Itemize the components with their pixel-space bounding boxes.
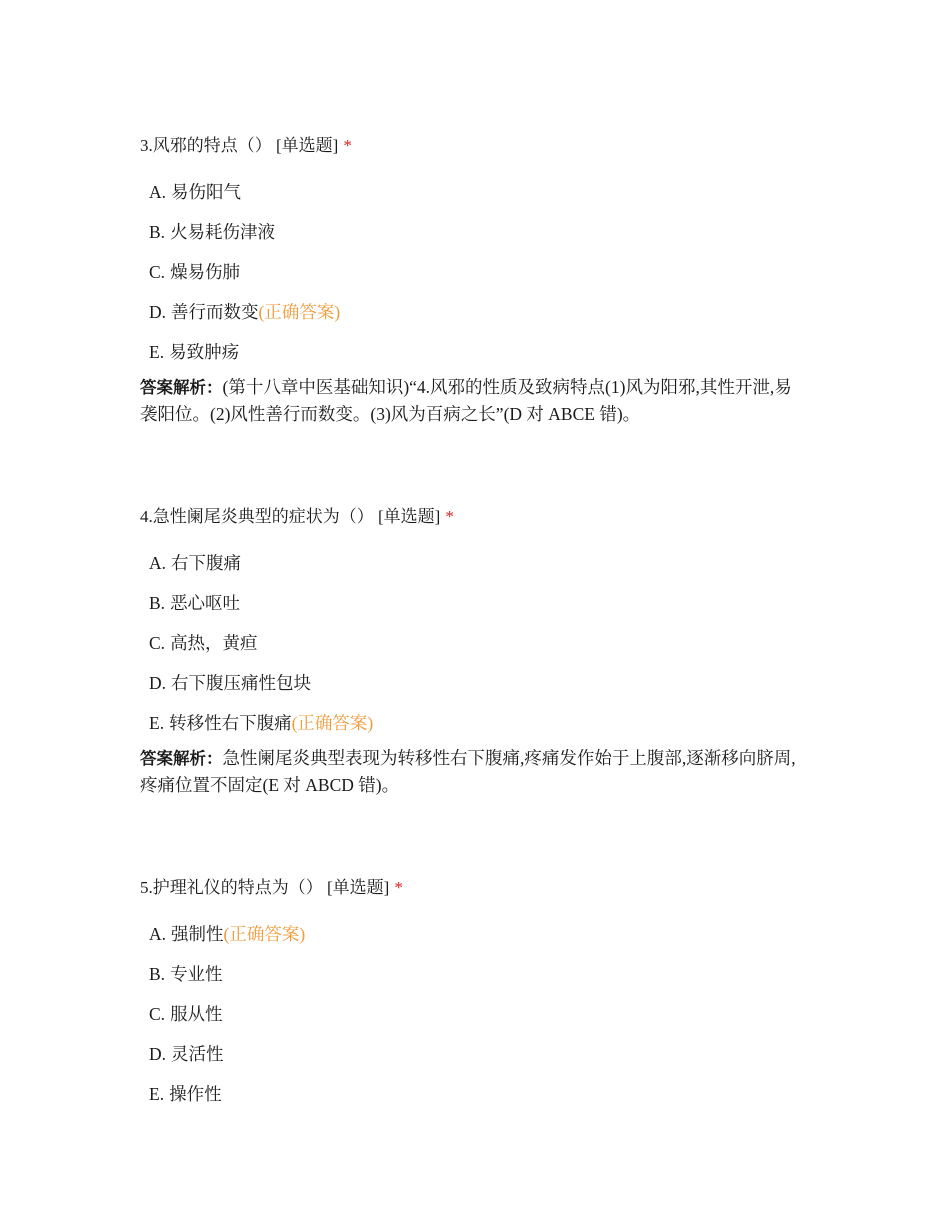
option-text: 易致肿疡 [169,342,240,362]
option-letter: B. [149,964,166,984]
option-letter: D. [149,302,167,322]
option-letter: C. [149,262,166,282]
option-letter: C. [149,633,166,653]
question-type-tag: [单选题] [327,878,390,897]
answer-analysis [140,745,805,798]
option-text: 操作性 [169,1084,222,1104]
option-d [149,1042,810,1066]
option-c [149,260,810,284]
option-letter: B. [149,593,166,613]
option-text: 善行而数变 [171,302,259,322]
option-letter: E. [149,713,165,733]
option-letter: D. [149,1044,167,1064]
option-e [149,1082,810,1106]
option-letter: B. [149,222,166,242]
option-a [149,180,810,204]
option-letter: E. [149,1084,165,1104]
option-b [149,962,810,986]
question-type-tag: [单选题] [276,136,339,155]
required-mark: * [394,878,403,897]
analysis-label: 答案解析： [140,749,223,768]
option-list [140,180,810,364]
question-text: 3.风邪的特点（） [140,136,272,155]
correct-answer-tag: (正确答案) [223,924,306,944]
option-text: 易伤阳气 [171,182,242,202]
option-list [140,922,810,1106]
analysis-label: 答案解析： [140,378,223,397]
option-a [149,551,810,575]
question-title [140,134,810,158]
option-e [149,711,810,735]
option-a [149,922,810,946]
correct-answer-tag: (正确答案) [258,302,341,322]
option-c [149,1002,810,1026]
option-letter: D. [149,673,167,693]
option-text: 强制性 [171,924,224,944]
option-letter: A. [149,924,167,944]
option-letter: E. [149,342,165,362]
option-text: 灵活性 [171,1044,224,1064]
option-text: 火易耗伤津液 [170,222,276,242]
option-b [149,591,810,615]
option-letter: C. [149,1004,166,1024]
option-text: 右下腹痛 [171,553,242,573]
option-list [140,551,810,735]
question-text: 5.护理礼仪的特点为（） [140,878,323,897]
required-mark: * [445,507,454,526]
option-letter: A. [149,182,167,202]
option-text: 转移性右下腹痛 [169,713,292,733]
option-b [149,220,810,244]
analysis-text: (第十八章中医基础知识)“4.风邪的性质及致病特点(1)风为阳邪,其性开泄,易袭阳位。(2)风性善行而数变。(3)风为百病之长”(D 对 ABCE 错)。 [140,377,792,424]
question-4 [140,505,810,798]
option-text: 恶心呕吐 [170,593,241,613]
required-mark: * [343,136,352,155]
question-type-tag: [单选题] [378,507,441,526]
option-text: 右下腹压痛性包块 [171,673,312,693]
question-title [140,505,810,529]
analysis-text: 急性阑尾炎典型表现为转移性右下腹痛,疼痛发作始于上腹部,逐渐移向脐周,疼痛位置不固定(E 对 ABCD 错)。 [140,748,796,795]
question-title [140,876,810,900]
option-text: 燥易伤肺 [170,262,241,282]
option-text: 高热，黄疸 [170,633,258,653]
question-text: 4.急性阑尾炎典型的症状为（） [140,507,374,526]
option-e [149,340,810,364]
question-3 [140,134,810,427]
question-5 [140,876,810,1122]
option-letter: A. [149,553,167,573]
option-text: 服从性 [170,1004,223,1024]
option-d [149,671,810,695]
answer-analysis [140,374,805,427]
option-d [149,300,810,324]
correct-answer-tag: (正确答案) [291,713,374,733]
option-text: 专业性 [170,964,223,984]
option-c [149,631,810,655]
